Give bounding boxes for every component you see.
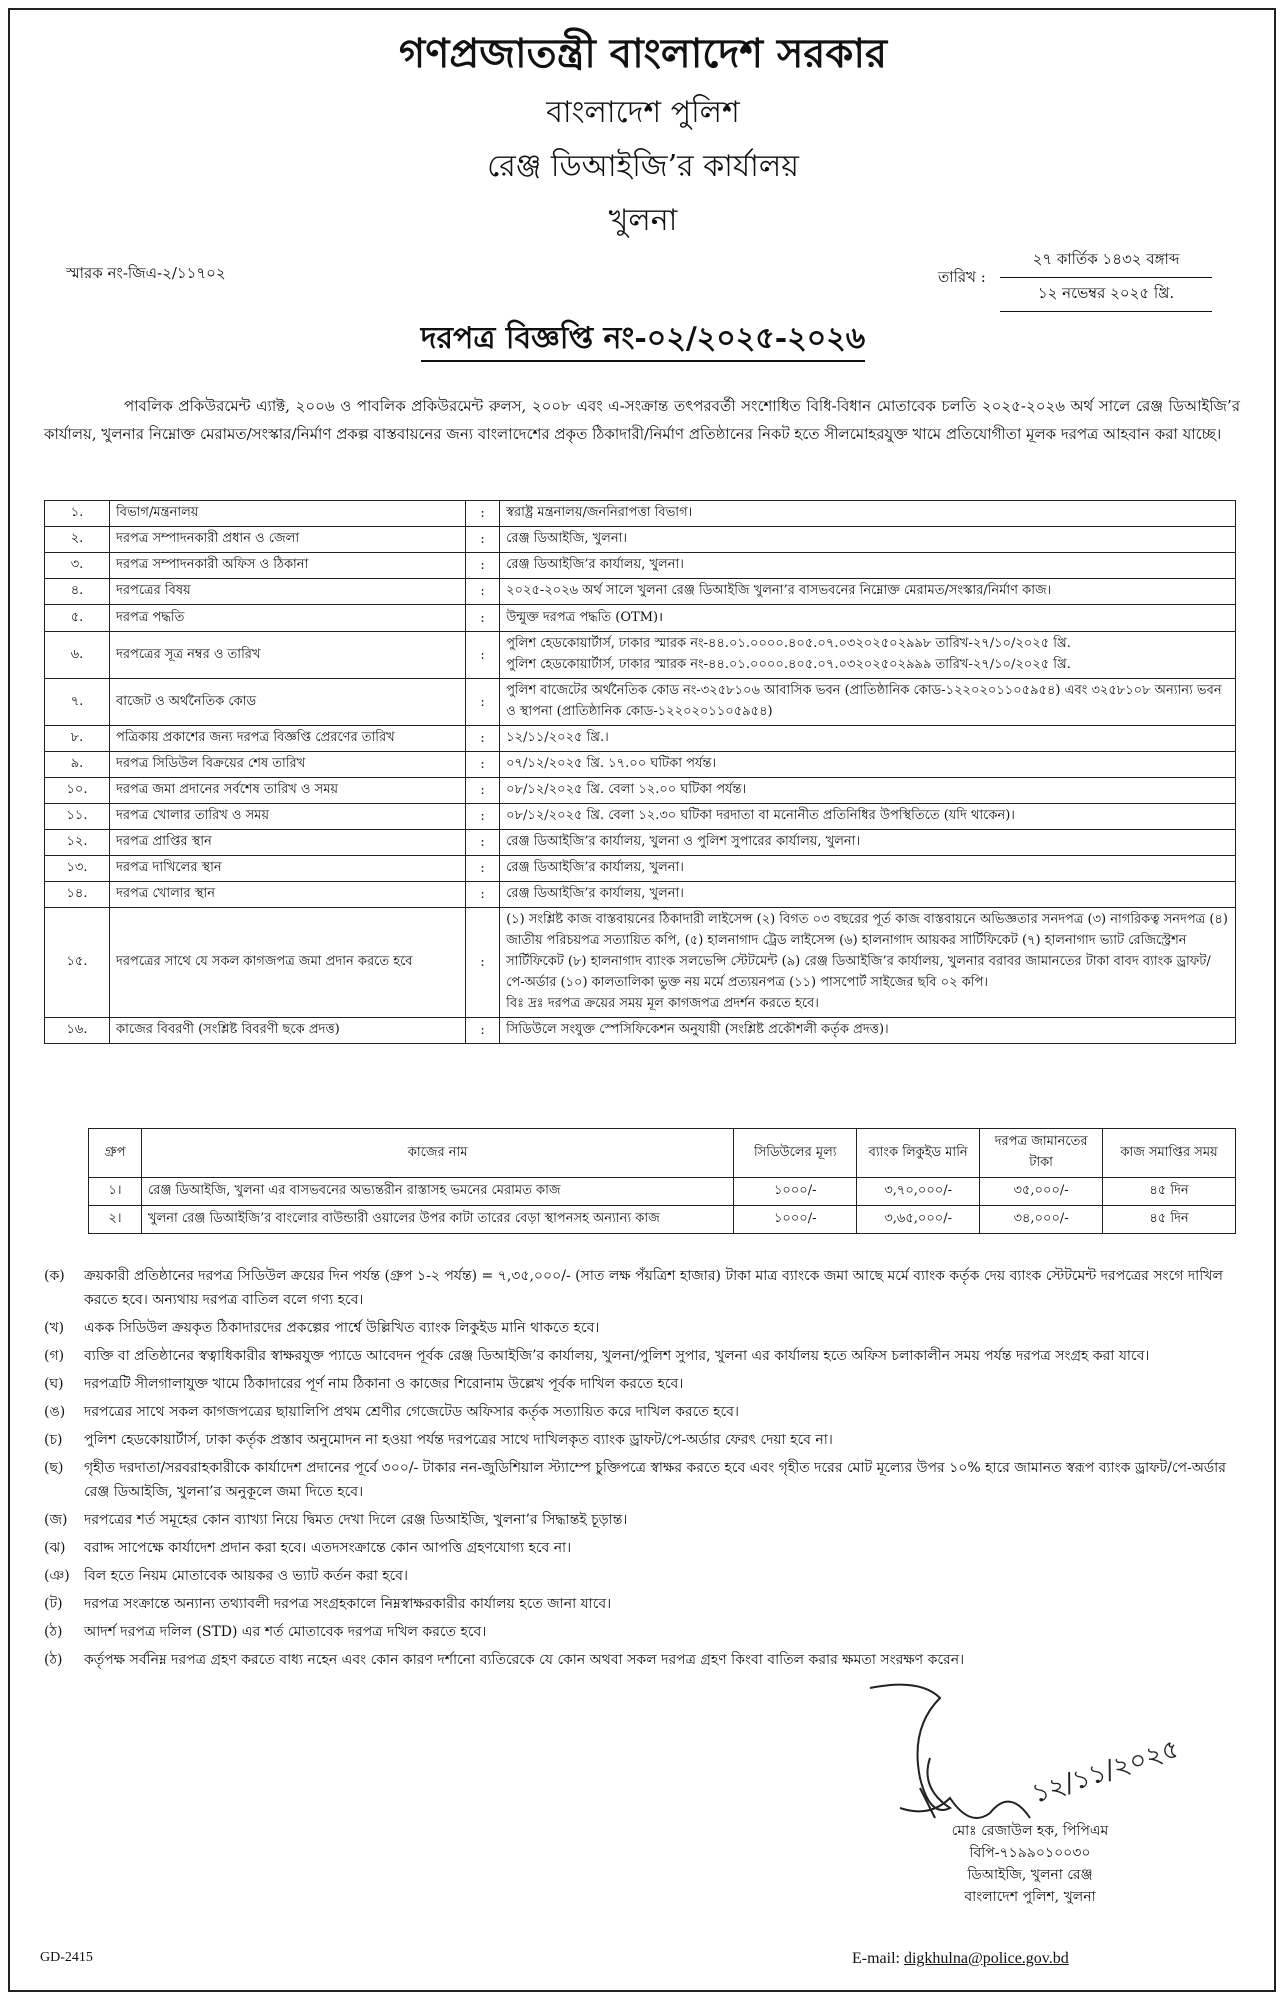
tender-info-table (44, 500, 1236, 1044)
signature-block (880, 1820, 1180, 1908)
table-row (45, 632, 1236, 679)
row-value-text: সিডিউলে সংযুক্ত স্পেসিফিকেশন অনুযায়ী (সংশ্লিষ্ট প্রকৌশলী কর্তৃক প্রদত্ত)। (506, 1022, 889, 1037)
condition-key: (জ) (44, 1512, 68, 1528)
condition-text: দরপত্র সংক্রান্তে অন্যান্য তথ্যাবলী দরপত্র সংগ্রহকালে নিম্নস্বাক্ষরকারীর কার্যালয় হতে জানা যাবে। (84, 1596, 612, 1612)
signatory-org: বাংলাদেশ পুলিশ, খুলনা (964, 1889, 1096, 1905)
row-label: কাজের বিবরণী (সংশ্লিষ্ট বিবরণী ছকে প্রদত্ত) (110, 1018, 466, 1044)
row-label: দরপত্র সিডিউল বিক্রয়ের শেষ তারিখ (110, 752, 466, 778)
row-value-text: রেঞ্জ ডিআইজি, খুলনা। (506, 531, 628, 546)
date-english: ১২ নভেম্বর ২০২৫ খ্রি. (1000, 278, 1212, 312)
condition-text: ব্যক্তি বা প্রতিষ্ঠানের স্বত্বাধিকারীর স্বাক্ষরযুক্ত প্যাডে আবেদন পূর্বক রেঞ্জ ডিআইজি’র কার্যালয়, খুলনা/পুলিশ সুপার, খুলনা এর কার্যালয় হতে অফিস চলাকালীন সময় পর্যন্ত দরপত্র সংগ্রহ করা যাবে। (84, 1348, 1150, 1364)
row-value-text: (১) সংশ্লিষ্ট কাজ বাস্তবায়নের ঠিকাদারী লাইসেন্স (২) বিগত ০৩ বছরের পূর্ত কাজ বাস্তবায়নে অভিজ্ঞতার সনদপত্র (৩) নাগরিকত্ব সনদপত্র (৪) জাতীয় পরিচয়পত্র সত্যায়িত কপি, (৫) হালনাগাদ ট্রেড লাইসেন্স (৬) হালনাগাদ আয়কর সার্টিফিকেট (৭) হালনাগাদ ভ্যাট রেজিস্ট্রেশন সার্টিফিকেট (৮) হালনাগাদ ব্যাংক সলভেন্সি স্টেটমেন্ট (৯) রেঞ্জ ডিআইজি’র কার্যালয়, খুলনার বরাবর জামানতের টাকা বাবদ ব্যাংক ড্রাফট/পে-অর্ডার (১০) কালতালিকা ভুক্ত নয় মর্মে প্রত্যয়নপত্র (১১) পাসপোর্ট সাইজের ছবি ০২ কপি। (506, 912, 1228, 990)
row-colon: : (466, 908, 500, 1018)
row-value-text: স্বরাষ্ট্র মন্ত্রনালয়/জননিরাপত্তা বিভাগ। (506, 505, 693, 520)
row-colon: : (466, 778, 500, 804)
row-value (500, 605, 1236, 632)
condition-item (44, 1536, 1240, 1560)
row-number: ৭. (45, 679, 110, 726)
table-row (45, 804, 1236, 830)
condition-item (44, 1508, 1240, 1532)
memo-number: স্মারক নং-জিএ-২/১১৭০২ (66, 264, 226, 282)
col-work-name: কাজের নাম (141, 1129, 733, 1178)
signature-image (860, 1668, 1220, 1838)
table-row (45, 882, 1236, 908)
row-value-text: রেঞ্জ ডিআইজি’র কার্যালয়, খুলনা ও পুলিশ সুপারের কার্যালয়, খুলনা। (506, 834, 861, 849)
condition-item (44, 1428, 1240, 1452)
row-number: ১১. (45, 804, 110, 830)
condition-item (44, 1344, 1240, 1368)
condition-key: (ঘ) (44, 1376, 64, 1392)
office-heading: রেঞ্জ ডিআইজি’র কার্যালয় (487, 149, 799, 184)
row-colon: : (466, 856, 500, 882)
row-label: দরপত্র প্রাপ্তির স্থান (110, 830, 466, 856)
table-row (45, 856, 1236, 882)
row-label: বাজেট ও অর্থনৈতিক কোড (110, 679, 466, 726)
col-security-money: দরপত্র জামানতের টাকা (980, 1129, 1103, 1178)
signatory-bp: বিপি-৭১৯৯০১০০৩০ (969, 1845, 1091, 1861)
col-liquid-money: ব্যাংক লিকুইড মানি (857, 1129, 980, 1178)
row-number: ৩. (45, 553, 110, 579)
row-value-text: রেঞ্জ ডিআইজি’র কার্যালয়, খুলনা। (506, 860, 684, 875)
condition-item (44, 1264, 1240, 1312)
row-value-text: ০৮/১২/২০২৫ খ্রি. বেলা ১২.০০ ঘটিকা পর্যন্ত। (506, 782, 747, 797)
condition-text: দরপত্রের শর্ত সমূহের কোন ব্যাখ্যা নিয়ে দ্বিমত দেখা দিলে রেঞ্জ ডিআইজি, খুলনা’র সিদ্ধান্তই চূড়ান্ত। (84, 1512, 628, 1528)
row-number: ১৬. (45, 1018, 110, 1044)
row-number: ১০. (45, 778, 110, 804)
table-row (45, 501, 1236, 527)
conditions-list (44, 1264, 1240, 1676)
row-value-text: ০৭/১২/২০২৫ খ্রি. ১৭.০০ ঘটিকা পর্যন্ত। (506, 756, 717, 771)
table-row (45, 752, 1236, 778)
condition-text: দরপত্রটি সীলগালাযুক্ত খামে ঠিকাদারের পূর্ণ নাম ঠিকানা ও কাজের শিরোনাম উল্লেখ পূর্বক দাখিল করতে হবে। (84, 1376, 684, 1392)
condition-key: (ঠ) (44, 1624, 63, 1640)
cell: খুলনা রেঞ্জ ডিআইজি’র বাংলোর বাউন্ডারী ওয়ালের উপর কাটা তারের বেড়া স্থাপনসহ অন্যান্য কাজ (141, 1206, 733, 1234)
row-label: দরপত্র সম্পাদনকারী প্রধান ও জেলা (110, 527, 466, 553)
condition-text: একক সিডিউল ক্রয়কৃত ঠিকাদারদের প্রকল্পের পার্শ্বে উল্লিখিত ব্যাংক লিকুইড মানি থাকতে হবে। (84, 1320, 600, 1336)
row-colon: : (466, 553, 500, 579)
cell: ৪৫ দিন (1103, 1178, 1236, 1206)
row-value-text: রেঞ্জ ডিআইজি’র কার্যালয়, খুলনা। (506, 886, 684, 901)
col-group: গ্রুপ (89, 1129, 142, 1178)
row-colon: : (466, 804, 500, 830)
condition-key: (চ) (44, 1432, 63, 1448)
col-schedule-price: সিডিউলের মূল্য (734, 1129, 857, 1178)
condition-text: কর্তৃপক্ষ সর্বনিম্ন দরপত্র গ্রহণ করতে বাধ্য নহেন এবং কোন কারণ দর্শানো ব্যতিরেকে যে কোন অথবা সকল দরপত্র গ্রহণ কিংবা বাতিল করার ক্ষমতা সংরক্ষণ করেন। (84, 1652, 965, 1668)
condition-key: (গ) (44, 1348, 65, 1364)
notice-title (0, 314, 1286, 365)
email-line (852, 1950, 1069, 1968)
condition-key: (ট) (44, 1596, 63, 1612)
row-colon: : (466, 605, 500, 632)
row-label: দরপত্র সম্পাদনকারী অফিস ও ঠিকানা (110, 553, 466, 579)
table-row (45, 830, 1236, 856)
date-bangla: ২৭ কার্তিক ১৪৩২ বঙ্গাব্দ (1000, 244, 1212, 278)
row-label: দরপত্র জমা প্রদানের সর্বশেষ তারিখ ও সময় (110, 778, 466, 804)
row-value (500, 679, 1236, 726)
works-table (88, 1128, 1236, 1234)
row-label: দরপত্র খোলার স্থান (110, 882, 466, 908)
table-row (45, 778, 1236, 804)
row-label: দরপত্রের সূত্র নম্বর ও তারিখ (110, 632, 466, 679)
row-number: ১৩. (45, 856, 110, 882)
row-number: ৫. (45, 605, 110, 632)
row-colon: : (466, 579, 500, 605)
row-label: দরপত্রের বিষয় (110, 579, 466, 605)
condition-text: বরাদ্দ সাপেক্ষে কার্যাদেশ প্রদান করা হবে। এতদসংক্রান্তে কোন আপত্তি গ্রহণযোগ্য হবে না। (84, 1540, 572, 1556)
condition-key: (ঝ) (44, 1540, 66, 1556)
row-number: ৪. (45, 579, 110, 605)
notice-title-text: দরপত্র বিজ্ঞপ্তি নং-০২/২০২৫-২০২৬ (421, 321, 866, 362)
date-block (1000, 244, 1212, 312)
row-label: দরপত্র পদ্ধতি (110, 605, 466, 632)
row-value-text: ০৮/১২/২০২৫ খ্রি. বেলা ১২.৩০ ঘটিকা দরদাতা বা মনোনীত প্রতিনিধির উপস্থিতিতে (যদি থাকেন)। (506, 808, 1015, 823)
cell: ১। (89, 1178, 142, 1206)
row-value (500, 553, 1236, 579)
condition-item (44, 1372, 1240, 1396)
table-row (45, 679, 1236, 726)
row-label: দরপত্র দাখিলের স্থান (110, 856, 466, 882)
table-row (45, 908, 1236, 1018)
row-value (500, 632, 1236, 679)
signatory-title: ডিআইজি, খুলনা রেঞ্জ (967, 1867, 1093, 1883)
row-value (500, 804, 1236, 830)
row-value (500, 527, 1236, 553)
row-value (500, 752, 1236, 778)
row-number: ১. (45, 501, 110, 527)
row-number: ১৪. (45, 882, 110, 908)
row-number: ৬. (45, 632, 110, 679)
row-label: বিভাগ/মন্ত্রনালয় (110, 501, 466, 527)
cell: ৩৫,০০০/- (980, 1178, 1103, 1206)
row-value-text-2: বিঃ দ্রঃ দরপত্র ক্রয়ের সময় মূল কাগজপত্র প্রদর্শন করতে হবে। (506, 996, 819, 1011)
works-header-row (89, 1129, 1236, 1178)
condition-item (44, 1316, 1240, 1340)
row-value (500, 882, 1236, 908)
email-link[interactable]: digkhulna@police.gov.bd (903, 1950, 1069, 1967)
signatory-name: মোঃ রেজাউল হক, পিপিএম (951, 1823, 1109, 1839)
row-value-text: রেঞ্জ ডিআইজি’র কার্যালয়, খুলনা। (506, 557, 684, 572)
condition-item (44, 1456, 1240, 1504)
row-value-text: উন্মুক্ত দরপত্র পদ্ধতি (OTM)। (506, 610, 663, 625)
condition-key: (ঙ) (44, 1404, 66, 1420)
row-value-text: পুলিশ হেডকোয়ার্টার্স, ঢাকার স্মারক নং-৪৪.০১.০০০০.৪০৫.০৭.০৩২০২৫০২৯৯৮ তারিখ-২৭/১০/২০২৫ খ্রি. (506, 636, 1071, 651)
row-colon: : (466, 527, 500, 553)
cell: ৪৫ দিন (1103, 1206, 1236, 1234)
condition-text: গৃহীত দরদাতা/সরবরাহকারীকে কার্যাদেশ প্রদানের পূর্বে ৩০০/- টাকার নন-জুডিশিয়াল স্ট্যাম্পে চুক্তিপত্রে স্বাক্ষর করতে হবে এবং গৃহীত দরের মোট মূল্যের উপর ১০% হারে জামানত স্বরূপ ব্যাংক ড্রাফট/পে-অর্ডার রেঞ্জ ডিআইজি, খুলনা’র অনুকূলে জমা দিতে হবে। (84, 1460, 1226, 1500)
row-colon: : (466, 830, 500, 856)
row-value (500, 908, 1236, 1018)
condition-item (44, 1592, 1240, 1616)
row-label: দরপত্র খোলার তারিখ ও সময় (110, 804, 466, 830)
row-colon: : (466, 632, 500, 679)
row-value-text: ১২/১১/২০২৫ খ্রি.। (506, 730, 609, 745)
condition-text: আদর্শ দরপত্র দলিল (STD) এর শর্ত মোতাবেক দরপত্র দখিল করতে হবে। (84, 1624, 487, 1640)
row-colon: : (466, 726, 500, 752)
condition-item (44, 1400, 1240, 1424)
table-row (45, 605, 1236, 632)
table-row (89, 1206, 1236, 1234)
table-row (45, 1018, 1236, 1044)
row-colon: : (466, 679, 500, 726)
govt-heading: গণপ্রজাতন্ত্রী বাংলাদেশ সরকার (399, 30, 887, 77)
table-row (89, 1178, 1236, 1206)
cell: ১০০০/- (734, 1206, 857, 1234)
dept-heading: বাংলাদেশ পুলিশ (546, 95, 740, 130)
row-value (500, 856, 1236, 882)
condition-key: (ঠ) (44, 1652, 63, 1668)
row-label: পত্রিকায় প্রকাশের জন্য দরপত্র বিজ্ঞপ্তি প্রেরণের তারিখ (110, 726, 466, 752)
row-colon: : (466, 752, 500, 778)
table-row (45, 579, 1236, 605)
condition-text: পুলিশ হেডকোয়ার্টার্স, ঢাকা কর্তৃক প্রস্তাব অনুমোদন না হওয়া পর্যন্ত দরপত্রের সাথে দাখিলকৃত ব্যাংক ড্রাফট/পে-অর্ডার ফেরৎ দেয়া হবে না। (84, 1432, 833, 1448)
cell: ৩,৬৫,০০০/- (857, 1206, 980, 1234)
row-value-text-2: পুলিশ হেডকোয়ার্টার্স, ঢাকার স্মারক নং-৪৪.০১.০০০০.৪০৫.০৭.০৩২০২৫০২৯৯৯ তারিখ-২৭/১০/২০২৫ খ্রি. (506, 657, 1071, 672)
row-label: দরপত্রের সাথে যে সকল কাগজপত্র জমা প্রদান করতে হবে (110, 908, 466, 1018)
row-value-text: ২০২৫-২০২৬ অর্থ সালে খুলনা রেঞ্জ ডিআইজি খুলনা’র বাসভবনের নিম্নোক্ত মেরামত/সংস্কার/নির্মাণ কাজ। (506, 583, 1052, 598)
city-heading: খুলনা (608, 203, 678, 238)
condition-key: (ঞ) (44, 1568, 70, 1584)
date-label: তারিখ : (938, 268, 986, 286)
condition-key: (ক) (44, 1268, 65, 1284)
row-colon: : (466, 1018, 500, 1044)
row-value-text: পুলিশ বাজেটের অর্থনৈতিক কোড নং-৩২৫৮১০৬ আবাসিক ভবন (প্রাতিষ্ঠানিক কোড-১২২০২০১১০৫৯৫৪) এবং ৩২৫৮১০৮ অন্যান্য ভবন ও স্থাপনা (প্রাতিষ্ঠানিক কোড-১২২০২০১১০৫৯৫৪) (506, 683, 1222, 719)
condition-key: (খ) (44, 1320, 65, 1336)
cell: ৩৪,০০০/- (980, 1206, 1103, 1234)
row-value (500, 830, 1236, 856)
cell: ১০০০/- (734, 1178, 857, 1206)
row-number: ২. (45, 527, 110, 553)
condition-text: ক্রয়কারী প্রতিষ্ঠানের দরপত্র সিডিউল ক্রয়ের দিন পর্যন্ত (গ্রুপ ১-২ পর্যন্ত) = ৭,৩৫,০০০/- (সাত লক্ষ পঁয়ত্রিশ হাজার) টাকা মাত্র ব্যাংকে জমা আছে মর্মে ব্যাংক কর্তৃক দেয় ব্যাংক স্টেটমেন্ট দরপত্রের সংগে দাখিল করতে হবে। অন্যথায় দরপত্র বাতিল বলে গণ্য হবে। (84, 1268, 1223, 1308)
row-colon: : (466, 882, 500, 908)
table-row (45, 527, 1236, 553)
cell: ৩,৭০,০০০/- (857, 1178, 980, 1206)
doc-code: GD-2415 (40, 1950, 93, 1965)
condition-item (44, 1620, 1240, 1644)
row-number: ১২. (45, 830, 110, 856)
row-value (500, 778, 1236, 804)
condition-text: দরপত্রের সাথে সকল কাগজপত্রের ছায়ালিপি প্রথম শ্রেণীর গেজেটেড অফিসার কর্তৃক সত্যায়িত করে দাখিল করতে হবে। (84, 1404, 739, 1420)
row-number: ৯. (45, 752, 110, 778)
col-completion-time: কাজ সমাপ্তির সময় (1103, 1129, 1236, 1178)
email-label: E-mail: (852, 1950, 900, 1967)
handwritten-date: ১২/১১/২০২৫ (1028, 1733, 1183, 1810)
condition-key: (ছ) (44, 1460, 64, 1476)
table-row (45, 726, 1236, 752)
cell: রেঞ্জ ডিআইজি, খুলনা এর বাসভবনের অভ্যন্তরীন রাস্তাসহ ভমনের মেরামত কাজ (141, 1178, 733, 1206)
row-colon: : (466, 501, 500, 527)
row-number: ৮. (45, 726, 110, 752)
condition-item (44, 1564, 1240, 1588)
condition-text: বিল হতে নিয়ম মোতাবেক আয়কর ও ভ্যাট কর্তন করা হবে। (84, 1568, 408, 1584)
table-row (45, 553, 1236, 579)
cell: ২। (89, 1206, 142, 1234)
row-value (500, 501, 1236, 527)
row-value (500, 1018, 1236, 1044)
row-value (500, 579, 1236, 605)
row-number: ১৫. (45, 908, 110, 1018)
row-value (500, 726, 1236, 752)
intro-paragraph: পাবলিক প্রকিউরমেন্ট এ্যাক্ট, ২০০৬ ও পাবলিক প্রকিউরমেন্ট রুলস, ২০০৮ এবং এ-সংক্রান্ত তৎপরবর্তী সংশোধিত বিধি-বিধান মোতাবেক চলতি ২০২৫-২০২৬ অর্থ সালে রেঞ্জ ডিআইজি’র কার্যালয়, খুলনার নিম্নোক্ত মেরামত/সংস্কার/নির্মাণ প্রকল্প বাস্তবায়নের জন্য বাংলাদেশের প্রকৃত ঠিকাদারী/নির্মাণ প্রতিষ্ঠানের নিকট হতে সীলমোহরযুক্ত খামে প্রতিযোগীতা মূলক দরপত্র আহবান করা যাচ্ছে। (44, 397, 1240, 443)
